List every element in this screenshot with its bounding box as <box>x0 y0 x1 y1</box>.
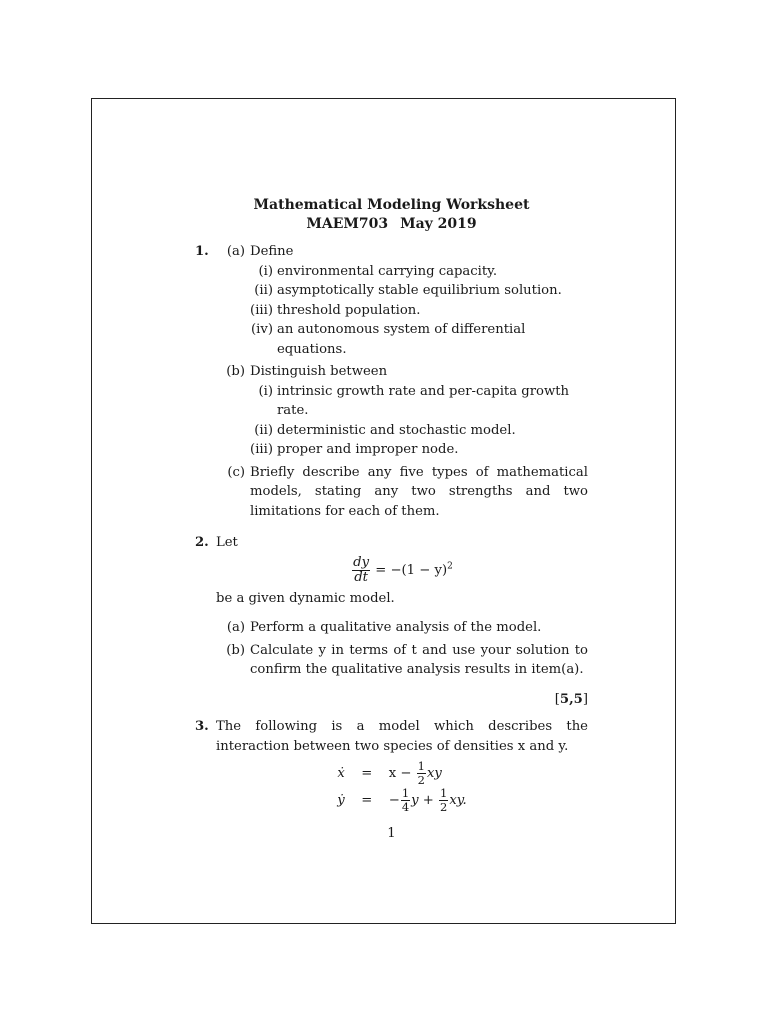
q1b-item-ii <box>216 421 588 441</box>
q2-part-a <box>216 618 588 638</box>
q3-system-equations <box>331 760 472 814</box>
q1-part-b <box>216 362 588 382</box>
eq1-lhs: ẋ <box>337 765 345 781</box>
worksheet-title <box>195 196 588 234</box>
course-line <box>195 215 588 234</box>
worksheet-content <box>195 196 588 844</box>
fraction-denominator: 2 <box>440 800 448 814</box>
eq2-fraction-2 <box>439 787 448 814</box>
part-label: (c) <box>227 464 245 480</box>
item-text: intrinsic growth rate and per-capita growth rate. <box>277 383 570 418</box>
eq2-pre: − <box>388 793 400 808</box>
item-text: an autonomous system of differential equations. <box>277 322 526 357</box>
part-label: (a) <box>226 244 245 259</box>
marks-close: ] <box>582 691 588 707</box>
marks-open: [ <box>554 691 560 707</box>
item-text: environmental carrying capacity. <box>277 263 498 279</box>
fraction-numerator: 1 <box>417 759 425 773</box>
item-label: (iii) <box>250 302 273 318</box>
eq2-mid: y + <box>411 793 434 808</box>
question-2 <box>195 533 588 709</box>
q2-intro: Let <box>216 535 238 550</box>
eq1-pre: x − <box>388 766 412 781</box>
item-label: (ii) <box>254 283 273 298</box>
item-text: deterministic and stochastic model. <box>277 422 516 438</box>
q1a-item-iii <box>216 301 588 321</box>
equation-rhs: = −(1 − y) <box>375 562 448 578</box>
question-number: 2. <box>195 535 209 550</box>
item-label: (iii) <box>250 442 273 457</box>
title-line: Mathematical Modeling Worksheet <box>253 197 530 213</box>
fraction-numerator: 1 <box>401 786 410 800</box>
eq2-post: xy. <box>449 793 467 808</box>
part-text: Perform a qualitative analysis of the model. <box>250 620 542 635</box>
equation-exponent: 2 <box>447 561 453 572</box>
fraction-numerator: 1 <box>440 786 448 800</box>
part-label: (b) <box>226 642 245 658</box>
item-label: (ii) <box>254 422 273 438</box>
q1-part-a <box>216 242 588 262</box>
question-1 <box>195 242 588 521</box>
marks-value: 5,5 <box>559 691 583 707</box>
eq1-post: xy <box>426 766 442 781</box>
equation-row-2 <box>331 787 472 814</box>
q1a-item-ii <box>216 281 588 301</box>
course-code: MAEM703 <box>306 216 389 232</box>
item-text: threshold population. <box>277 302 421 318</box>
item-label: (iv) <box>251 322 273 337</box>
eq1-fraction <box>417 760 426 787</box>
item-label: (i) <box>258 263 273 279</box>
question-number: 1. <box>195 244 209 259</box>
q1a-item-i <box>216 262 588 282</box>
item-text: asymptotically stable equilibrium solution. <box>277 283 562 298</box>
q1b-item-i <box>216 382 588 421</box>
part-label: (a) <box>226 620 245 635</box>
fraction-denominator: 4 <box>401 800 410 814</box>
part-text: Distinguish between <box>250 364 388 379</box>
q1-part-c <box>216 463 588 522</box>
equation-row-1 <box>331 760 472 787</box>
exam-date: May 2019 <box>400 216 477 232</box>
q1b-item-iii <box>216 440 588 460</box>
eq2-equals: = <box>361 792 373 808</box>
part-text: Define <box>250 244 294 259</box>
q3-text: The following is a model which describes the interaction between two species of densities x and y. <box>216 719 588 754</box>
q2-part-b <box>216 641 588 680</box>
q2-after-text: be a given dynamic model. <box>216 590 395 606</box>
fraction-denominator: 2 <box>417 773 425 787</box>
fraction-denominator: dt <box>354 569 368 585</box>
q2-equation <box>216 556 588 585</box>
q2-marks <box>216 690 588 710</box>
part-text: Briefly describe any five types of mathematical models, stating any two strengths and two limitations for each of them. <box>250 464 588 519</box>
part-text: Calculate y in terms of t and use your solution to confirm the qualitative analysis results in item(a). <box>250 642 588 677</box>
derivative-fraction <box>352 556 370 585</box>
eq2-lhs: ẏ <box>337 792 345 808</box>
item-label: (i) <box>258 383 273 399</box>
question-3 <box>195 717 588 814</box>
item-text: proper and improper node. <box>277 442 459 457</box>
eq2-fraction-1 <box>401 787 410 814</box>
question-number: 3. <box>195 719 209 734</box>
fraction-numerator: dy <box>353 554 370 570</box>
q1a-item-iv <box>216 320 588 359</box>
part-label: (b) <box>226 364 245 379</box>
eq1-equals: = <box>361 765 373 781</box>
page-number: 1 <box>387 826 396 841</box>
